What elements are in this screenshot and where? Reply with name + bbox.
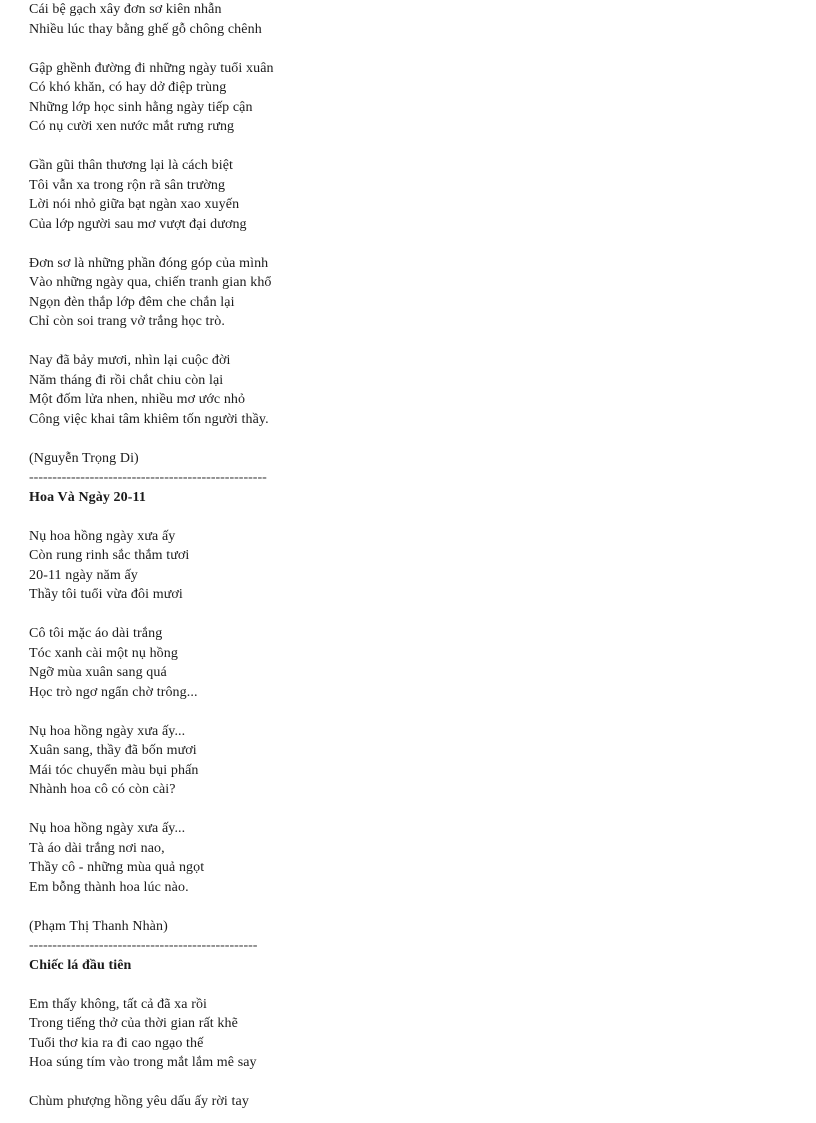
poem-line: Của lớp người sau mơ vượt đại dương <box>29 216 247 232</box>
poem-line: Chùm phượng hồng yêu dấu ấy rời tay <box>29 1094 249 1109</box>
poem-line: Mái tóc chuyển màu bụi phấn <box>29 762 199 778</box>
poem-line: Tà áo dài trắng nơi nao, <box>29 840 165 856</box>
poem-line: 20-11 ngày năm ấy <box>29 567 138 583</box>
poem-line: Trong tiếng thở của thời gian rất khẽ <box>29 1016 238 1031</box>
poem-line: Học trò ngơ ngẩn chờ trông... <box>29 684 198 700</box>
poem-line: Ngọn đèn thắp lớp đêm che chắn lại <box>29 294 235 310</box>
poem-title: Chiếc lá đầu tiên <box>29 957 132 973</box>
document-page <box>29 0 789 1112</box>
poem-line: Nụ hoa hồng ngày xưa ấy... <box>29 723 186 739</box>
divider: --------------------------------------------------- <box>29 470 267 485</box>
poem-line: Năm tháng đi rồi chắt chiu còn lại <box>29 372 224 388</box>
poem-line: Thầy tôi tuổi vừa đôi mươi <box>29 587 183 602</box>
poem-line: Có nụ cười xen nước mắt rưng rưng <box>29 119 235 134</box>
poem-line: Gần gũi thân thương lại là cách biệt <box>29 158 234 173</box>
poem-line: Cô tôi mặc áo dài trắng <box>29 626 163 641</box>
poem-line: Hoa súng tím vào trong mắt lắm mê say <box>29 1055 257 1070</box>
poem-title: Hoa Và Ngày 20-11 <box>29 489 146 505</box>
poem-line: Xuân sang, thầy đã bốn mươi <box>29 743 197 758</box>
poem-line: Nhành hoa cô có còn cài? <box>29 782 176 797</box>
poem-line: Có khó khăn, có hay dở điệp trùng <box>29 80 227 95</box>
poem-line: Em thấy không, tất cả đã xa rồi <box>29 996 208 1012</box>
poem-3 <box>29 956 789 1112</box>
poem-line: Những lớp học sinh hằng ngày tiếp cận <box>29 99 253 115</box>
poem-line: Nụ hoa hồng ngày xưa ấy... <box>29 821 186 836</box>
poem-author: (Nguyễn Trọng Di) <box>29 450 139 466</box>
poem-line: Công việc khai tâm khiêm tốn người thầy. <box>29 411 269 427</box>
poem-line: Tuổi thơ kia ra đi cao ngạo thế <box>29 1035 204 1051</box>
poem-line: Lời nói nhỏ giữa bạt ngàn xao xuyến <box>29 197 240 212</box>
poem-2 <box>29 488 789 956</box>
poem-line: Chỉ còn soi trang vở trắng học trò. <box>29 314 225 329</box>
poem-line: Nay đã bảy mươi, nhìn lại cuộc đời <box>29 353 231 368</box>
poem-line: Đơn sơ là những phần đóng góp của mình <box>29 255 269 271</box>
poem-line: Ngỡ mùa xuân sang quá <box>29 665 167 680</box>
poem-line: Vào những ngày qua, chiến tranh gian khổ <box>29 275 272 290</box>
poem-line: Thầy cô - những mùa quả ngọt <box>29 860 205 875</box>
poem-author: (Phạm Thị Thanh Nhàn) <box>29 918 168 934</box>
poem-line: Tóc xanh cài một nụ hồng <box>29 645 178 661</box>
poem-line: Còn rung rinh sắc thắm tươi <box>29 548 190 563</box>
poem-line: Gập ghềnh đường đi những ngày tuổi xuân <box>29 60 274 76</box>
poem-line: Nhiều lúc thay bằng ghế gỗ chông chênh <box>29 21 262 37</box>
poem-line: Cái bệ gạch xây đơn sơ kiên nhẫn <box>29 2 222 17</box>
divider: ------------------------------------------------- <box>29 938 258 953</box>
poem-line: Một đốm lửa nhen, nhiều mơ ước nhỏ <box>29 392 246 407</box>
poem-line: Tôi vẫn xa trong rộn rã sân trường <box>29 177 226 193</box>
poem-line: Nụ hoa hồng ngày xưa ấy <box>29 528 176 544</box>
poem-1 <box>29 0 789 488</box>
poem-line: Em bỗng thành hoa lúc nào. <box>29 879 189 895</box>
